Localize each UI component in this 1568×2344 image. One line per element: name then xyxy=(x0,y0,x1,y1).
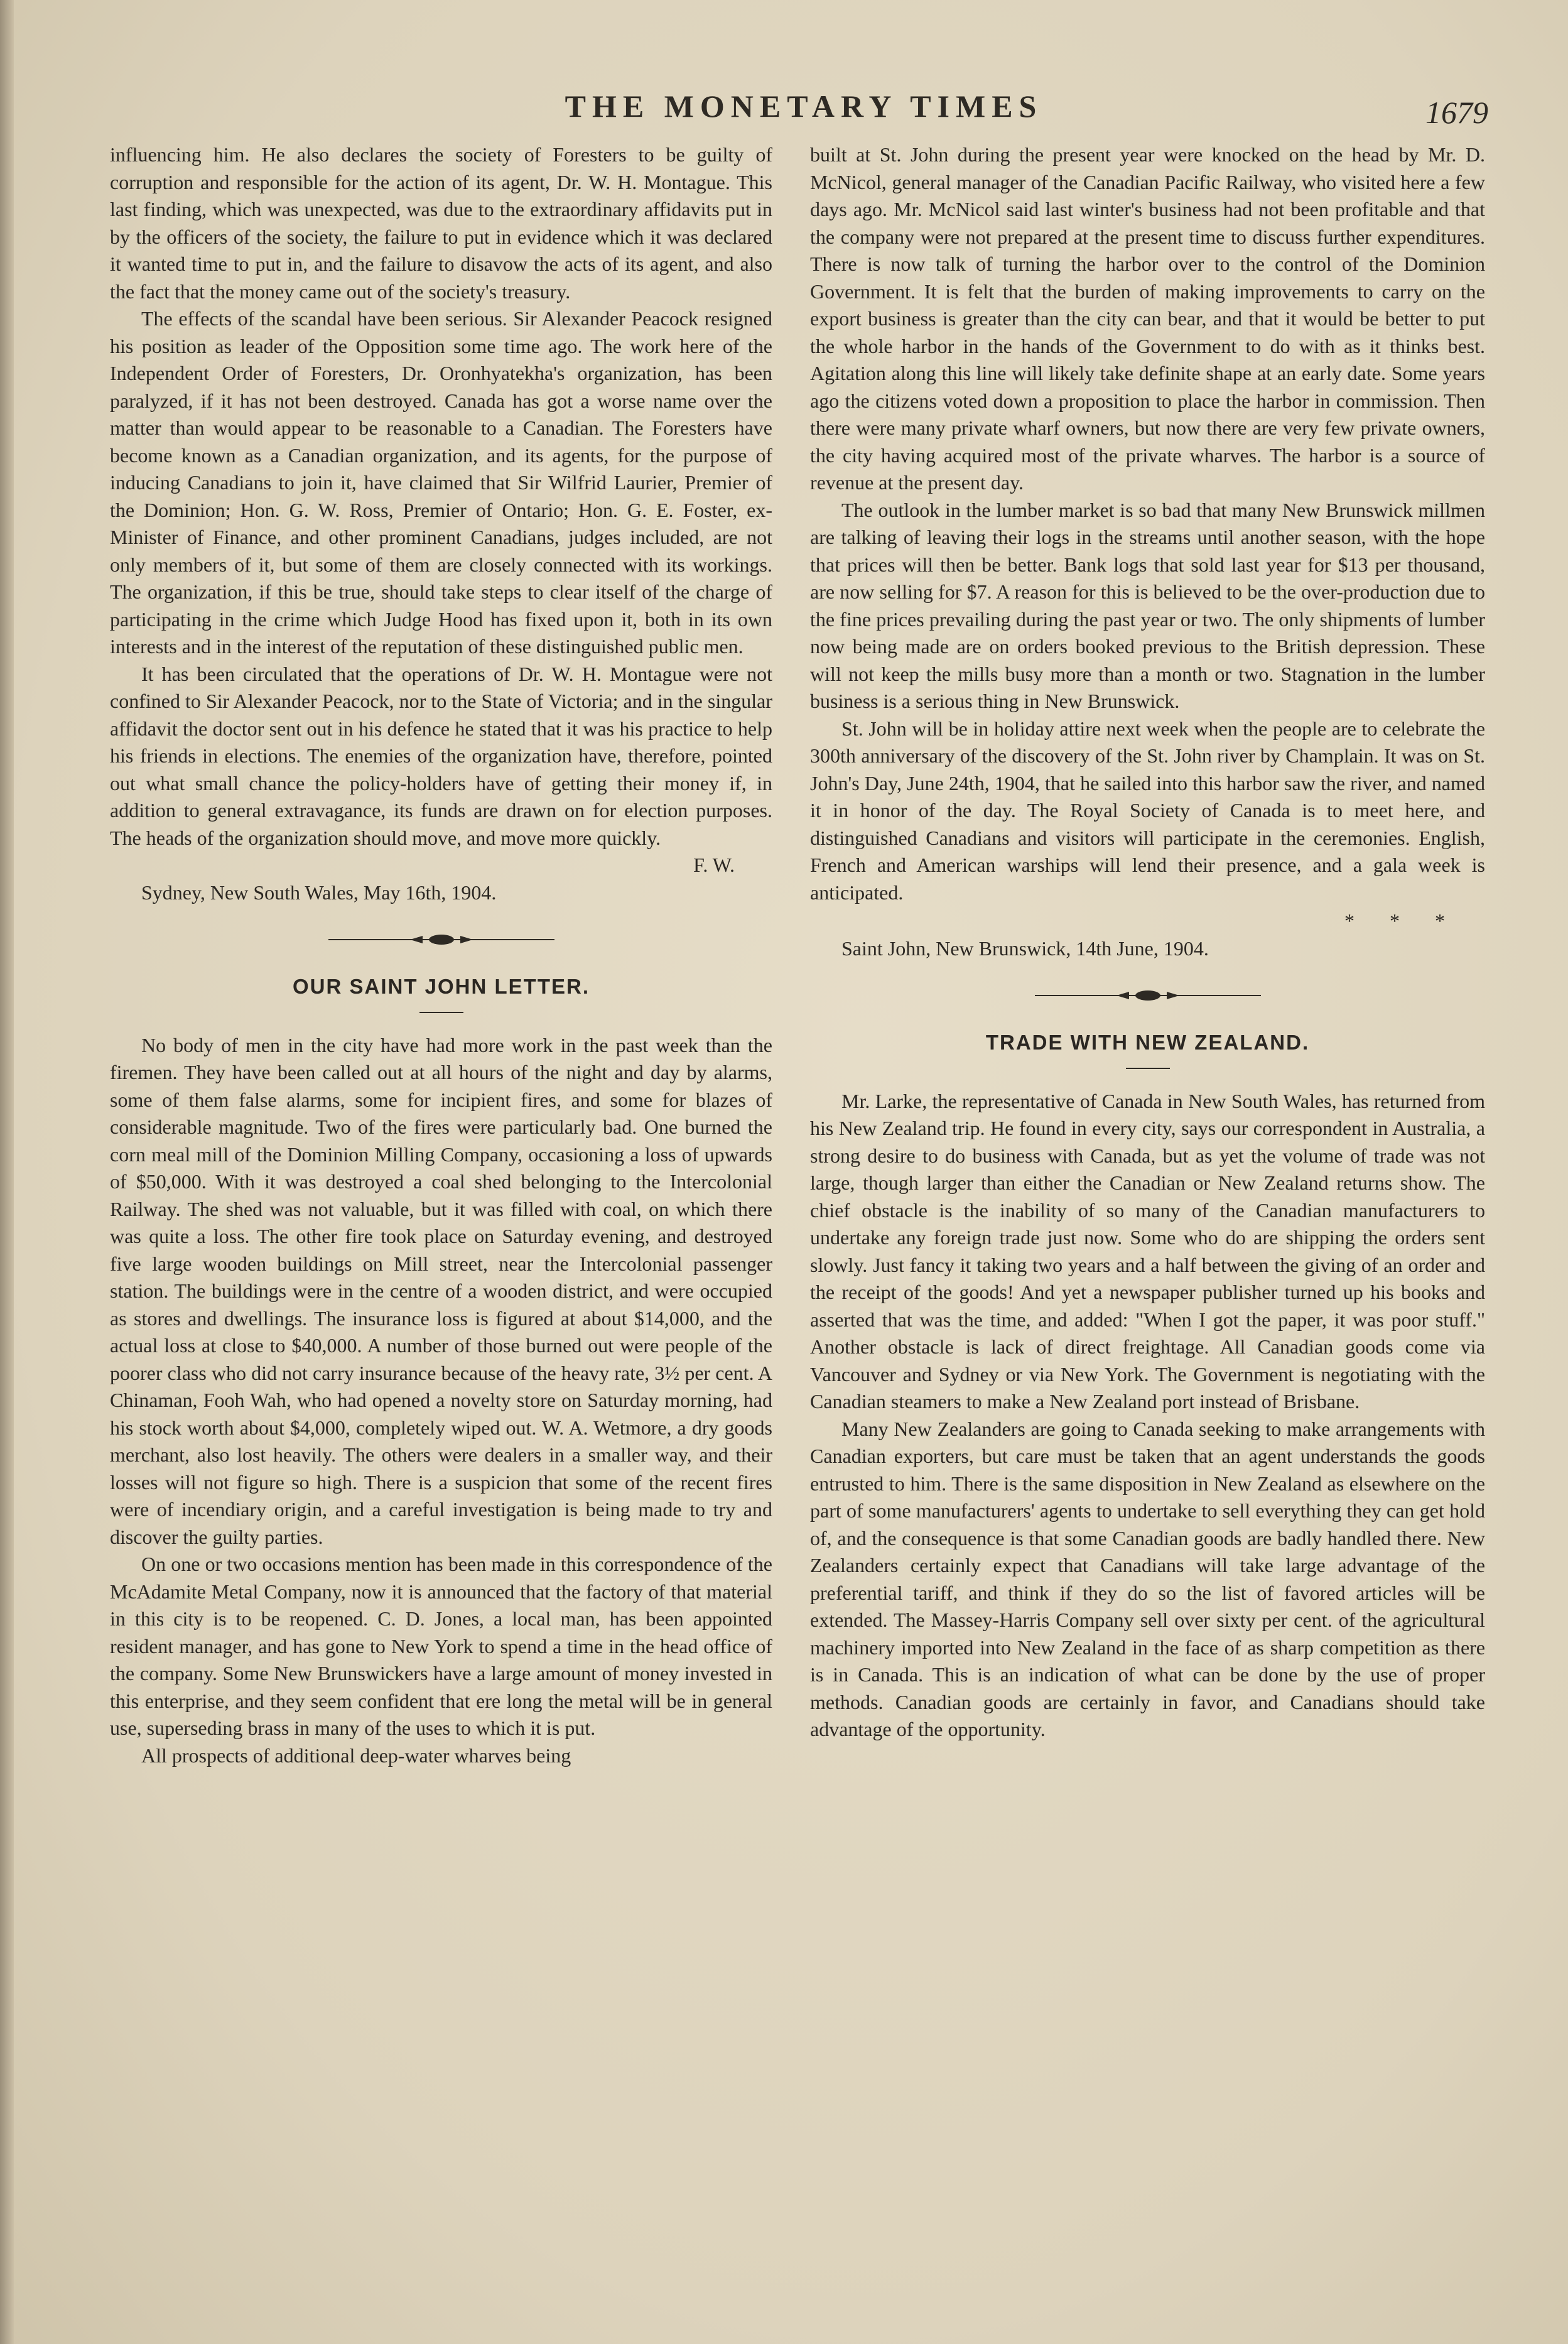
paragraph: influencing him. He also declares the society of Foresters to be guilty of corruption and responsible for the action of its agent, Dr. W. H. Montague. This last finding, which was unexpected, was due to the extraordinary affidavits put in by the officers of the society, the failure to put in evidence which it was declared it wanted time to put in, and the failure to disavow the acts of its agent, and also the fact that the money came out of the society's treasury. xyxy=(110,143,772,303)
dateline: Sydney, New South Wales, May 16th, 1904. xyxy=(141,881,497,904)
dateline: Saint John, New Brunswick, 14th June, 1904. xyxy=(841,936,1209,960)
page-number: 1679 xyxy=(1425,95,1488,130)
ornamental-divider xyxy=(1035,987,1261,1004)
paragraph: No body of men in the city have had more work in the past week than the firemen. They have been called out at all hours of the night and day by alarms, some of them false alarms, some for incipient fires, and some for blazes of considerable magnitude. Two of the fires were particularly bad. One burned the corn meal mill of the Dominion Milling Company, occasioning a loss of upwards of $50,000. With it was destroyed a coal shed belonging to the Intercolonial Railway. The shed was not valuable, but it was filled with coal, on which there was quite a loss. The other fire took place on Saturday evening, and destroyed five large wooden buildings on Mill street, near the Intercolonial passenger station. The buildings were in the centre of a wooden district, and were occupied as stores and dwellings. The insurance loss is figured at about $14,000, and the actual loss at close to $40,000. A number of those burned out were people of the poorer class who did not carry insurance because of the heavy rate, 3½ per cent. A Chinaman, Fooh Wah, who had opened a novelty store on Saturday morning, had his stock worth about $4,000, completely wiped out. W. A. Wetmore, a dry goods merchant, also lost heavily. The others were dealers in a smaller way, and their losses will not figure so high. There is a suspicion that some of the recent fires were of incendiary origin, and a careful investigation is being made to try and discover the guilty parties. xyxy=(110,1033,772,1548)
article-heading: OUR SAINT JOHN LETTER. xyxy=(292,975,590,998)
paragraph: Mr. Larke, the representative of Canada in New South Wales, has returned from his New Zealand trip. He found in every city, says our correspondent in Australia, a strong desire to do business with Canada, but as yet the volume of trade was not large, though larger than either the Canadian or New Zealand returns show. The chief obstacle is the inability of so many of the Canadian manufacturers to undertake any foreign trade just now. Some who do are shipping the orders sent slowly. Just fancy it taking two years and a half between the giving of an order and the receipt of the goods! And yet a newspaper publisher turned up his books and asserted that was the time, and added: "When I got the paper, it was poor stuff." Another obstacle is lack of direct freightage. All Canadian goods come via Vancouver and Sydney or via New York. The Government is negotiating with the Canadian steamers to make a New Zealand port instead of Brisbane. xyxy=(810,1089,1485,1413)
paragraph: It has been circulated that the operations of Dr. W. H. Montague were not confined to Sir Alexander Peacock, nor to the State of Victoria; and in the singular affidavit the doctor sent out in his defence he stated that it was his practice to help his friends in elections. The enemies of the organization have, therefore, pointed out what small chance the policy-holders have of getting their money if, in addition to general extravagance, its funds are drawn on for election purposes. The heads of the organization should move, and move more quickly. xyxy=(110,662,772,849)
section-stars: * * * xyxy=(1344,909,1460,932)
right-column xyxy=(810,141,1485,2289)
paragraph: The effects of the scandal have been serious. Sir Alexander Peacock resigned his position as leader of the Opposition some time ago. The work here of the Independent Order of Foresters, Dr. Oronhyatekha's organization, has been paralyzed, if it has not been destroyed. Canada has got a worse name over the matter than would appear to be reasonable to a Canadian. The Foresters have become known as a Canadian organization, and its agents, for the purpose of inducing Canadians to join it, have claimed that Sir Wilfrid Laurier, Premier of the Dominion; Hon. G. W. Ross, Premier of Ontario; Hon. G. E. Foster, ex-Minister of Finance, and other prominent Canadians, judges included, are not only members of it, but some of them are closely connected with its workings. The organization, if this be true, should take steps to clear itself of the charge of participating in the crime which Judge Hood has fixed upon it, both in its own interests and in the interest of the reputation of these distinguished public men. xyxy=(110,307,772,658)
left-column xyxy=(110,141,772,2289)
paragraph: The outlook in the lumber market is so bad that many New Brunswick millmen are talking of leaving their logs in the streams until another season, with the hope that prices will then be better. Bank logs that sold last year for $13 per thousand, are now selling for $7. A reason for this is believed to be the over-production due to the fine prices prevailing during the past year or two. The only shipments of lumber now being made are on orders booked previous to the British depression. These will not keep the mills busy more than a month or two. Stagnation in the lumber business is a serious thing in New Brunswick. xyxy=(810,498,1485,712)
article-heading: TRADE WITH NEW ZEALAND. xyxy=(985,1031,1310,1054)
masthead: THE MONETARY TIMES xyxy=(565,89,1043,124)
binding-edge xyxy=(0,0,14,2344)
paragraph: Many New Zealanders are going to Canada seeking to make arrangements with Canadian exporters, but care must be taken that an agent understands the goods entrusted to him. There is the same disposition in New Zealand as elsewhere on the part of some manufacturers' agents to undertake to sell everything they can get hold of, and the consequence is that some Canadian goods are badly handled there. New Zealanders certainly expect that Canadians will take large advantage of the preferential tariff, and think if they do so the list of favored articles will be extended. The Massey-Harris Company sell over sixty per cent. of the agricultural machinery imported into New Zealand in the face of as sharp competition as there is in Canada. This is an indication of what can be done by the use of proper methods. Canadian goods are certainly in favor, and Canadians should take advantage of the opportunity. xyxy=(810,1417,1485,1740)
author-signature: F. W. xyxy=(693,854,735,876)
ornamental-divider xyxy=(328,931,554,948)
heading-rule xyxy=(419,1012,463,1013)
paragraph: built at St. John during the present year were knocked on the head by Mr. D. McNicol, general manager of the Canadian Pacific Railway, who visited here a few days ago. Mr. McNicol said last winter's business had not been profitable and that the company were not prepared at the present time to discuss further expenditures. There is now talk of turning the harbor over to the control of the Dominion Government. It is felt that the burden of making improvements to carry on the export business is greater than the city can bear, and that it would be better to put the whole harbor in the hands of the Government to do with as it thinks best. Agitation along this line will likely take definite shape at an early date. Some years ago the citizens voted down a proposition to place the harbor in commission. Then there were many private wharf owners, but now there are very few private owners, the city having acquired most of the private wharves. The harbor is a source of revenue at the present day. xyxy=(810,143,1485,494)
paragraph: St. John will be in holiday attire next week when the people are to celebrate the 300th anniversary of the discovery of the St. John river by Champlain. It was on St. John's Day, June 24th, 1904, that he sailed into this harbor saw the river, and named it in honor of the day. The Royal Society of Canada is to meet here, and distinguished Canadians and visitors will participate in the ceremonies. English, French and American warships will lend their presence, and a gala week is anticipated. xyxy=(810,717,1485,904)
paragraph: On one or two occasions mention has been made in this correspondence of the McAdamite Metal Company, now it is announced that the factory of that material in this city is to be reopened. C. D. Jones, a local man, has been appointed resident manager, and has gone to New York to spend a time in the head office of the company. Some New Brunswickers have a large amount of money invested in this enterprise, and they seem confident that ere long the metal will be in general use, superseding brass in many of the uses to which it is put. xyxy=(110,1553,772,1739)
paragraph: All prospects of additional deep-water wharves being xyxy=(141,1744,571,1767)
heading-rule xyxy=(1126,1068,1170,1069)
